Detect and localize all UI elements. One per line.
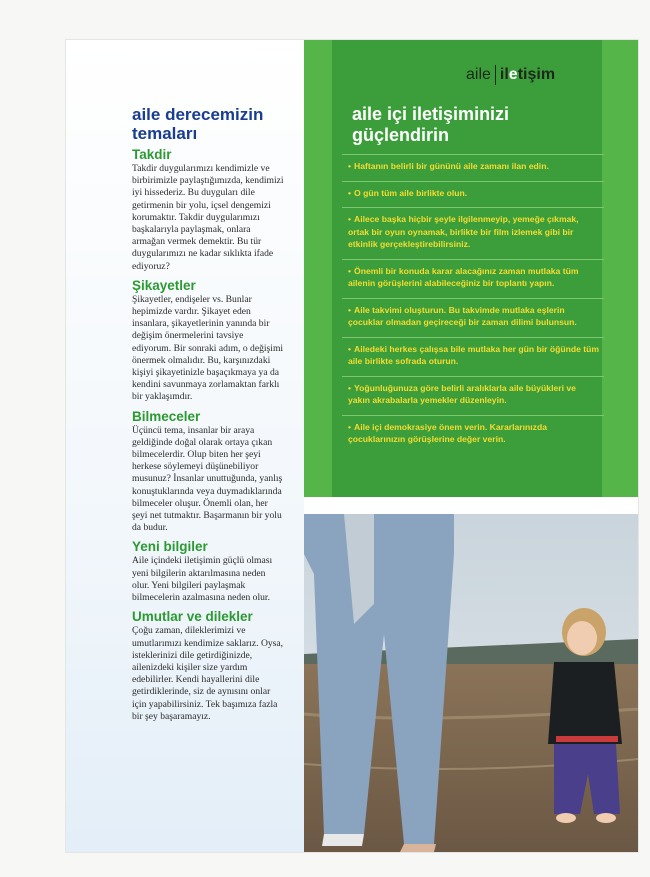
bullet-icon: •: [348, 161, 352, 171]
tip-item: [342, 376, 604, 415]
bullet-icon: •: [348, 265, 352, 276]
left-article: [132, 105, 284, 728]
tip-text: Aile içi demokrasiye önem verin. Kararlarınızda çocuklarınızın görüşlerine değer verin.: [348, 421, 547, 444]
section-body: Aile içindeki iletişimin güçlü olması yeni bilgilerin aktarılmasına neden olur. Yeni bilgileri paylaşmak bilmecelerin azalmasına neden olur.: [132, 555, 273, 604]
brand-part1: aile: [466, 66, 491, 83]
tip-item: [342, 415, 604, 454]
tip-item: [342, 337, 604, 376]
tip-item: [342, 207, 604, 259]
section-heading: Yeni bilgiler: [132, 539, 208, 555]
theme-sections: [132, 147, 284, 723]
bullet-icon: •: [348, 421, 352, 432]
tip-item: [342, 154, 604, 181]
brand-part2: iletişim: [499, 66, 556, 83]
brand-separator: [495, 65, 496, 85]
section-body: Çoğu zaman, dileklerimizi ve umutlarımızı kendimize saklarız. Oysa, isteklerinizi dile getirdiğinizde, ailenizdeki kişiler size yardım edebilirler. Kendi hayallerini dile getirdiklerinde, siz de aynısını onlar için yapabilirsiniz. Tek başımıza fazla bir şey başaramayız.: [132, 625, 284, 722]
family-beach-photo: [304, 514, 638, 852]
tip-text: Önemli bir konuda karar alacağınız zaman mutlaka tüm ailenin görüşlerini alabileceğiniz bir toplantı yapın.: [348, 265, 579, 288]
tips-title: aile içi iletişiminizi güçlendirin: [352, 104, 510, 145]
tip-text: Ailedeki herkes çalışsa bile mutlaka her gün bir öğünde tüm aile birlikte sofrada oturun.: [348, 343, 600, 366]
tip-text: Haftanın belirli bir gününü aile zamanı ilan edin.: [354, 161, 549, 171]
section-heading: Şikayetler: [132, 277, 196, 293]
bullet-icon: •: [348, 382, 352, 393]
section-heading: Takdir: [132, 147, 172, 162]
bullet-icon: •: [348, 304, 352, 315]
tip-text: Ailece başka hiçbir şeyle ilgilenmeyip, yemeğe çıkmak, ortak bir oyun oynamak, birlikte bir film izlemek gibi bir etkinlik gerçekleştirebilirsiniz.: [348, 214, 579, 249]
tip-text: O gün tüm aile birlikte olun.: [354, 187, 468, 198]
bullet-icon: •: [348, 214, 352, 224]
section-body: Şikayetler, endişeler vs. Bunlar hepimizde vardır. Şikayet eden insanlara, şikayetlerinin yanında bir değişim önermelerini tavsiye ediyorum. Bir sonraki adım, o değişimi önermek olmalıdır. Bu, karşınızdaki kişiyi şikayetinizle başaçıkmaya ya da kendini savunmaya zorlamaktan farklı bir yaklaşımdır.: [132, 293, 284, 403]
brand-logo: [466, 64, 582, 86]
section-heading: Umutlar ve dilekler: [132, 609, 253, 625]
bullet-icon: •: [348, 343, 352, 354]
section-body: Takdir duygularımızı kendimizle ve birbirimizle paylaştığımızda, kendimizi iyi hissederiz. Bu duyguları dile getirmenin bir yolu, içsel dengemizi korumaktır. Takdir duygularımızı başkalarıyla paylaşmak, onlara armağan vermek demektir. Bu tür duygularımızı ne kadar sıklıkta ifade ediyoruz?: [132, 163, 284, 272]
tip-item: [342, 181, 604, 208]
tip-item: [342, 259, 604, 298]
photo-illustration: [304, 514, 638, 852]
section-heading: Bilmeceler: [132, 408, 201, 424]
tips-list: [342, 154, 604, 454]
bullet-icon: •: [348, 187, 352, 198]
tip-item: [342, 298, 604, 337]
tip-text: Aile takvimi oluşturun. Bu takvimde mutlaka eşlerin çocuklar olmadan geçireceği bir zaman dilimi bulunsun.: [348, 304, 577, 327]
tip-text: Yoğunluğunuza göre belirli aralıklarla aile büyükleri ve yakın akrabalarla yemekler düzenleyin.: [348, 382, 576, 405]
article-title: aile derecemizin temaları: [132, 105, 264, 143]
section-body: Üçüncü tema, insanlar bir araya geldiğinde doğal olarak ortaya çıkan bilmecelerdir. Olup biten her şeyi herkese söylemeyi düşünebiliyor musunuz? İnsanlar unuttuğunda, yanlış konuştuklarında veya duymadıklarında bilmeceler oluşur. Önemli olan, her şeyi net tutmaktır. Başarmanın bir yolu da budur.: [132, 424, 283, 534]
